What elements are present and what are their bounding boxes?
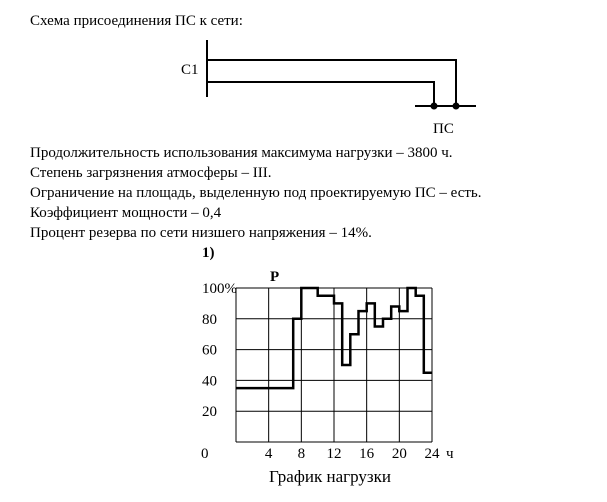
y-tick-label: 60 [202, 342, 217, 359]
x-tick-label: 4 [264, 446, 273, 462]
param-utilization-hours: Продолжительность использования максимума нагрузки – 3800 ч. [30, 145, 453, 161]
x-tick-label: 20 [391, 446, 407, 462]
x-axis-origin: 0 [201, 446, 209, 462]
x-tick-labels [265, 446, 440, 462]
x-unit-label: ч [446, 446, 454, 462]
series-label: P [270, 269, 280, 285]
x-tick-label: 8 [297, 446, 306, 462]
page-title: Схема присоединения ПС к сети: [30, 13, 243, 29]
y-tick-label: 40 [202, 373, 217, 390]
param-power-factor: Коэффициент мощности – 0,4 [30, 205, 222, 221]
y-tick-label: 20 [202, 404, 217, 421]
param-area-restriction: Ограничение на площадь, выделенную под проектируемую ПС – есть. [30, 185, 482, 201]
x-tick-label: 24 [424, 446, 440, 462]
y-tick-labels [202, 281, 237, 420]
chart-number: 1) [202, 245, 215, 261]
chart-title: График нагрузки [269, 467, 391, 486]
param-reserve-percent: Процент резерва по сети низшего напряжения – 14%. [30, 225, 372, 241]
x-tick-label: 16 [359, 446, 375, 462]
param-pollution-degree: Степень загрязнения атмосферы – III. [30, 165, 272, 181]
substation-label: ПС [433, 121, 454, 137]
x-tick-label: 12 [326, 446, 342, 462]
node-label: С1 [181, 62, 199, 78]
y-tick-label: 80 [202, 311, 217, 328]
y-tick-label: 100% [202, 281, 237, 297]
